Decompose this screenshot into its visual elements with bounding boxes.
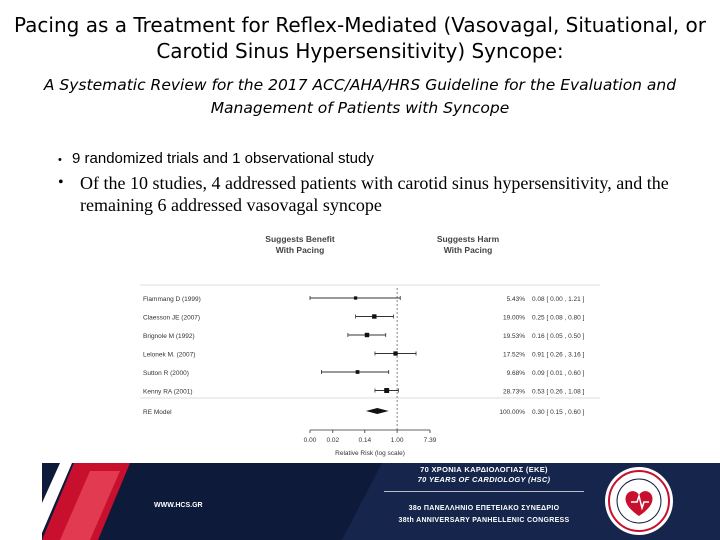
harm-header-line-1: Suggests Harm [436,234,500,244]
slide-subtitle [20,74,700,120]
slide-subtitle-line-2: Management of Patients with Syncope [210,99,510,117]
study-label: Lelonek M. (2007) [143,351,196,359]
study-label: Sutton R (2000) [143,370,189,377]
bullet-item-2 [58,172,698,216]
x-axis-title: Relative Risk (log scale) [335,450,405,457]
x-tick-label: 0.14 [358,437,372,444]
slide-title [0,12,720,64]
slide-title-line-1: Pacing as a Treatment for Reflex-Mediated (Vasovagal, Situational, or [14,13,706,37]
study-label: Claesson JE (2007) [143,314,201,322]
bullet-text-2: Of the 10 studies, 4 addressed patients with carotid sinus hypersensitivity, and the remaining 6 addressed vasovagal syncope [80,173,669,215]
study-weight: 28.73% [502,388,525,396]
x-tick-label: 0.00 [303,437,317,444]
banner-line-1-gr: 70 ΧΡΟΝΙΑ ΚΑΡΔΙΟΛΟΓΙΑΣ (ΕΚΕ) [420,465,548,474]
model-ci-text: 0.30 [ 0.15 , 0.60 ] [532,409,585,416]
study-weight: 5.43% [506,296,525,303]
study-label: Kenny RA (2001) [143,388,193,396]
study-point [354,296,357,299]
x-tick-label: 7.39 [423,437,437,444]
study-ci-text: 0.09 [ 0.01 , 0.60 ] [532,370,585,377]
forest-plot-svg [140,230,600,466]
benefit-header-line-1: Suggests Benefit [265,234,335,244]
bullet-item-1 [58,150,374,167]
banner-url: WWW.HCS.GR [154,502,203,509]
study-weight: 19.00% [502,314,525,322]
study-label: Brignole M (1992) [143,333,195,340]
study-ci-text: 0.08 [ 0.00 , 1.21 ] [532,296,585,303]
congress-banner [42,463,720,540]
bullet-icon: • [58,154,62,166]
study-point [356,370,360,374]
study-weight: 19.53% [502,333,525,340]
study-point [393,351,397,355]
study-weight: 9.68% [506,370,525,377]
study-ci-text: 0.53 [ 0.26 , 1.08 ] [532,388,585,396]
study-point [384,388,389,393]
bullet-text-1: 9 randomized trials and 1 observational study [72,150,374,167]
banner-divider [384,491,584,492]
study-label: Flammang D (1999) [143,296,201,303]
banner-line-2-gr: 38ο ΠΑΝΕΛΛΗΝΙΟ ΕΠΕΤΕΙΑΚΟ ΣΥΝΕΔΡΙΟ [408,505,560,512]
study-ci-text: 0.16 [ 0.05 , 0.50 ] [532,333,585,340]
banner-line-1-en: 70 YEARS OF CARDIOLOGY (HSC) [417,475,551,484]
harm-header-line-2: With Pacing [443,245,493,255]
study-point [372,314,376,318]
x-tick-label: 0.02 [326,437,340,444]
slide-title-line-2: Carotid Sinus Hypersensitivity) Syncope: [156,39,564,63]
study-ci-text: 0.25 [ 0.08 , 0.80 ] [532,314,585,322]
forest-plot [140,230,600,466]
slide-subtitle-line-1: A Systematic Review for the 2017 ACC/AHA/HRS Guideline for the Evaluation and [43,76,677,94]
study-weight: 17.52% [502,351,525,359]
model-label: RE Model [143,409,172,416]
banner-line-2-en: 38th ANNIVERSARY PANHELLENIC CONGRESS [398,517,570,524]
x-tick-label: 1.00 [390,437,404,444]
benefit-header-line-2: With Pacing [275,245,325,255]
bullet-icon: • [58,174,64,191]
model-weight: 100.00% [499,409,525,416]
study-ci-text: 0.91 [ 0.26 , 3.16 ] [532,351,585,359]
model-diamond [366,408,389,414]
hsc-seal-icon [597,464,681,538]
study-point [365,333,369,337]
